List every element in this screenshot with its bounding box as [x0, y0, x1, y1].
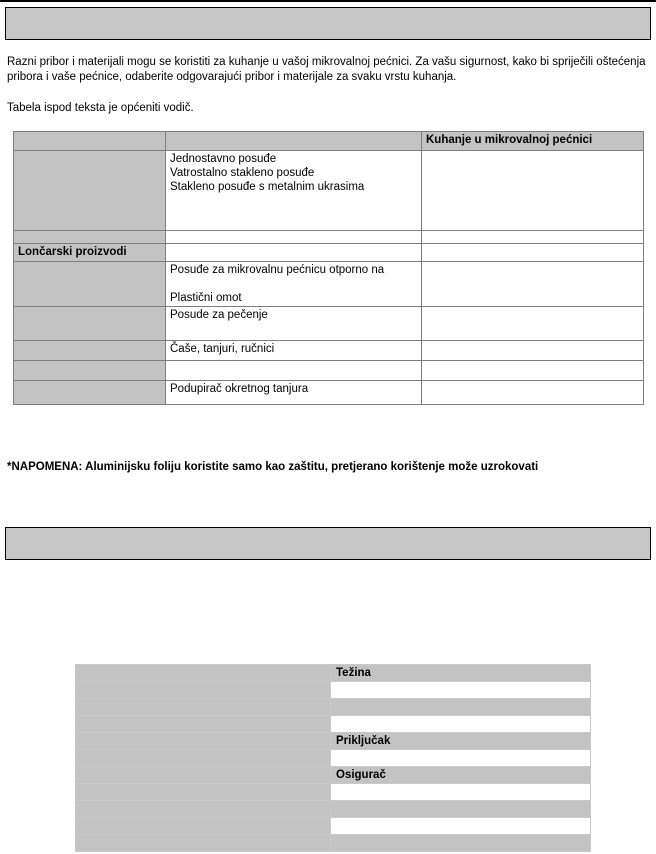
- t1-cell-empty: [422, 361, 644, 381]
- t1-cell-empty: [422, 151, 644, 231]
- t1-row-cups: [14, 341, 644, 361]
- t2-cell-gray: [76, 801, 331, 818]
- t1-cell-empty: [166, 231, 422, 244]
- t2-row: [76, 682, 591, 699]
- t2-row-weight: [76, 665, 591, 682]
- t2-cell-empty: [331, 716, 591, 733]
- t2-cell-fuse-label: Osigurač: [331, 767, 591, 784]
- t1-cell-category-gray: [14, 151, 166, 231]
- t1-cell-empty: [422, 231, 644, 244]
- t2-row-connection: [76, 733, 591, 750]
- t1-cell-pottery-label: Lončarski proizvodi: [14, 244, 166, 262]
- t1-cell-empty: [422, 381, 644, 405]
- t2-row: [76, 801, 591, 818]
- t1-cell-category-gray: [14, 262, 166, 307]
- t2-cell-empty: [331, 682, 591, 699]
- microwave-safe-text: Posuđe za mikrovalnu pećnicu otporno na: [170, 264, 385, 276]
- glassware-item: Stakleno posuđe s metalnim ukrasima: [170, 181, 365, 193]
- t1-row-glassware: [14, 151, 644, 231]
- blank-line: [170, 277, 417, 291]
- t1-cell-baking: Posude za pečenje: [166, 307, 422, 341]
- glassware-item: Vatrostalno stakleno posuđe: [170, 167, 315, 179]
- t1-cell-empty: [422, 307, 644, 341]
- intro-paragraph: Razni pribor i materijali mogu se koristiti za kuhanje u vašoj mikrovalnoj pećnici. Za vašu sigurnost, kako bi spriječili oštećenja pribora i vaše pećnice, odaberite odgovarajući pribor i materijale za svaku vrstu kuhanja.: [7, 56, 646, 83]
- t2-cell-empty: [331, 784, 591, 801]
- t2-row: [76, 716, 591, 733]
- t2-cell-connection-label: Priključak: [331, 733, 591, 750]
- t2-cell-gray: [76, 835, 331, 852]
- t1-row-microwave-safe: [14, 262, 644, 307]
- t1-row-spacer: [14, 361, 644, 381]
- t1-cell-category-gray: [14, 381, 166, 405]
- t2-row: [76, 818, 591, 835]
- specifications-table: [75, 664, 591, 852]
- t1-row-baking: [14, 307, 644, 341]
- t2-cell-gray: [76, 750, 331, 767]
- t1-cell-category-gray: [14, 341, 166, 361]
- t1-header-row: [14, 132, 644, 151]
- t2-row: [76, 784, 591, 801]
- t2-cell-gray: [76, 665, 331, 682]
- t1-cell-empty: [166, 361, 422, 381]
- intro-guide-line: Tabela ispod teksta je općeniti vodič.: [7, 102, 194, 114]
- t2-row-fuse: [76, 767, 591, 784]
- t2-cell-gray: [76, 818, 331, 835]
- glassware-item: Jednostavno posuđe: [170, 153, 277, 165]
- t1-row-pottery: [14, 244, 644, 262]
- t2-cell-gray: [76, 716, 331, 733]
- t2-cell-empty: [331, 750, 591, 767]
- t1-cell-microwave-safe: [166, 262, 422, 307]
- t2-cell-gray: [76, 699, 331, 716]
- t2-cell-gray: [331, 699, 591, 716]
- t2-cell-gray: [331, 835, 591, 852]
- t1-cell-empty: [422, 341, 644, 361]
- t2-cell-weight-label: Težina: [331, 665, 591, 682]
- t2-cell-gray: [76, 784, 331, 801]
- t2-row: [76, 750, 591, 767]
- t1-header-cell-microwave: Kuhanje u mikrovalnoj pećnici: [422, 132, 644, 151]
- cookware-table: [13, 131, 644, 405]
- t1-cell-category-gray: [14, 231, 166, 244]
- t2-cell-empty: [331, 818, 591, 835]
- t2-cell-gray: [331, 801, 591, 818]
- page-top-border: [0, 0, 656, 2]
- t1-header-cell-left: [14, 132, 166, 151]
- t1-cell-category-gray: [14, 361, 166, 381]
- t2-row: [76, 699, 591, 716]
- t1-cell-turntable: Podupirač okretnog tanjura: [166, 381, 422, 405]
- t2-cell-gray: [76, 682, 331, 699]
- section-title-banner-specs: [5, 527, 651, 560]
- plastic-wrap-text: Plastični omot: [170, 292, 242, 304]
- t1-cell-empty: [422, 244, 644, 262]
- t1-row-spacer: [14, 231, 644, 244]
- t1-cell-empty: [166, 244, 422, 262]
- t1-cell-cups: Čaše, tanjuri, ručnici: [166, 341, 422, 361]
- aluminium-foil-note: *NAPOMENA: Aluminijsku foliju koristite samo kao zaštitu, pretjerano korištenje može uzrokovati: [7, 461, 539, 473]
- t2-cell-gray: [76, 733, 331, 750]
- section-title-banner-top: [5, 7, 651, 40]
- t2-cell-gray: [76, 767, 331, 784]
- t1-row-turntable: [14, 381, 644, 405]
- t2-row: [76, 835, 591, 852]
- t1-cell-glassware-list: [166, 151, 422, 231]
- t1-cell-empty: [422, 262, 644, 307]
- t1-cell-category-gray: [14, 307, 166, 341]
- t1-header-cell-mid: [166, 132, 422, 151]
